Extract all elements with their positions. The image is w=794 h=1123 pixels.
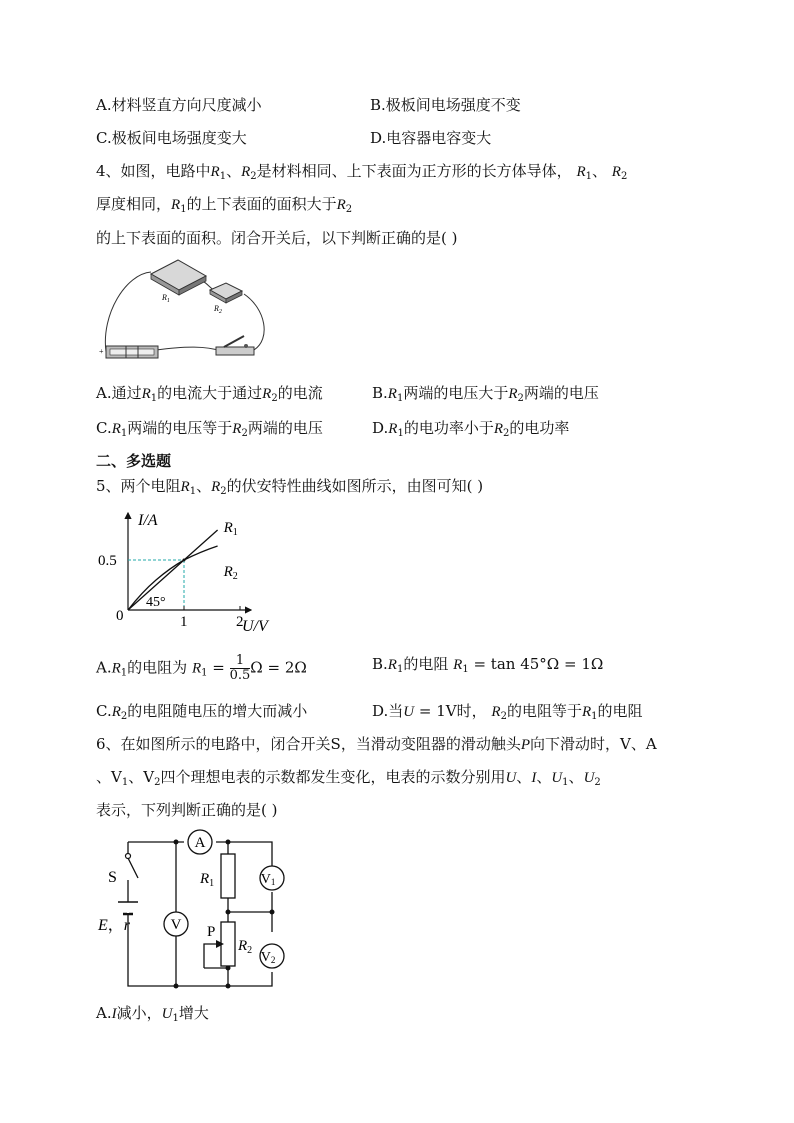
resistor-r2-block [210, 283, 242, 303]
q4-option-c: $C.R_1$两端的电压等于$R_2$两端的电压 [96, 419, 323, 439]
x-tick-label-2: 2 [236, 614, 244, 630]
switch-s [126, 854, 139, 879]
svg-text:A: A [194, 835, 206, 851]
voltmeter-v1 [260, 866, 284, 890]
fig-r2-label: $R_2$ [214, 304, 222, 315]
q4-circuit-figure [96, 254, 266, 369]
battery-holder [106, 346, 158, 358]
battery-e [118, 902, 138, 914]
svg-text:V2: V2 [260, 950, 276, 965]
angle-label: 45° [146, 595, 166, 610]
q4-option-a: A.通过$R_1$的电流大于通过$R_2$的电流 [96, 384, 323, 404]
q4-stem-line3: 的上下表面的面积。闭合开关后，以下判断正确的是( ) [96, 229, 458, 247]
resistor-r1 [221, 854, 235, 898]
origin-label: 0 [116, 608, 124, 624]
q3-option-d: D.电容器电容变大 [370, 129, 492, 147]
label-r2: $R_2$ [238, 938, 253, 956]
q6-stem-line2: 、$V_1$、$V_2$四个理想电表的示数都发生变化，电表的示数分别用U、I、$U_1$、$U_2$ [96, 768, 601, 788]
voltmeter-v [164, 912, 188, 936]
ammeter-a [188, 830, 212, 854]
series-r1-line [128, 530, 218, 610]
intersection-point [183, 559, 186, 562]
fraction-1-over-0.5: $\frac{1}{0.5}$ [229, 653, 251, 683]
series-label-r1: $R_1$ [223, 520, 238, 538]
q4-stem-line2: 厚度相同，$R_1$的上下表面的面积大于$R_2$ [96, 195, 353, 215]
q4-stem-line1: 4、如图，电路中$R_1$、$R_2$是材料相同、上下表面为正方形的长方体导体， $R_1$、 $R_2$ [96, 162, 628, 182]
q4-option-d: $D.R_1$的电功率小于$R_2$的电功率 [372, 419, 570, 439]
q6-option-a: A.I减小，$U_1$增大 [96, 1004, 209, 1024]
q5-option-d: D.当U = 1V时， $R_2$的电阻等于$R_1$的电阻 [372, 702, 643, 722]
fig-r1-label: $R_1$ [162, 293, 170, 304]
label-r1: $R_1$ [200, 871, 215, 889]
voltmeter-v2 [260, 944, 284, 968]
knife-switch [216, 336, 254, 355]
y-tick-label-0-5: 0.5 [98, 553, 117, 569]
x-axis-label: U/V [242, 618, 268, 635]
y-axis-label: I/A [138, 512, 158, 529]
q3-option-b: B.极板间电场强度不变 [370, 96, 521, 114]
iv-characteristic-chart [96, 505, 286, 640]
q3-option-a: A.材料竖直方向尺度减小 [96, 96, 262, 114]
q6-circuit-diagram [96, 828, 306, 993]
q5-option-a: $A.R_1$的电阻为 $R_1$ = $\frac{1}{0.5}$ Ω = 2Ω [96, 653, 307, 683]
q4-option-b: $B.R_1$两端的电压大于$R_2$两端的电压 [372, 384, 599, 404]
q6-stem-line3: 表示，下列判断正确的是( ) [96, 801, 278, 819]
q5-option-b: $B.R_1$的电阻 $R_1 = \tan 45^\circ\Omega = 1\Omega$ [372, 655, 604, 675]
svg-text:V1: V1 [260, 872, 276, 887]
svg-text:V: V [170, 917, 182, 933]
section-title-multiple-choice: 二、多选题 [96, 452, 172, 470]
q6-stem-line1: 6、在如图所示的电路中，闭合开关S，当滑动变阻器的滑动触头P向下滑动时，V、A [96, 735, 657, 753]
q5-stem: 5、两个电阻$R_1$、$R_2$的伏安特性曲线如图所示，由图可知( ) [96, 477, 484, 497]
series-r2-line [128, 546, 218, 610]
label-p: P [207, 924, 216, 940]
series-label-r2: $R_2$ [223, 564, 238, 582]
q3-option-c: C.极板间电场强度变大 [96, 129, 247, 147]
label-s: S [108, 869, 117, 886]
label-er: E，r [98, 917, 131, 934]
x-tick-label-1: 1 [180, 614, 188, 630]
resistor-r1-block [151, 260, 206, 295]
q5-option-c: $C.R_2$的电阻随电压的增大而减小 [96, 702, 308, 722]
battery-plus-sign: + [99, 347, 104, 356]
